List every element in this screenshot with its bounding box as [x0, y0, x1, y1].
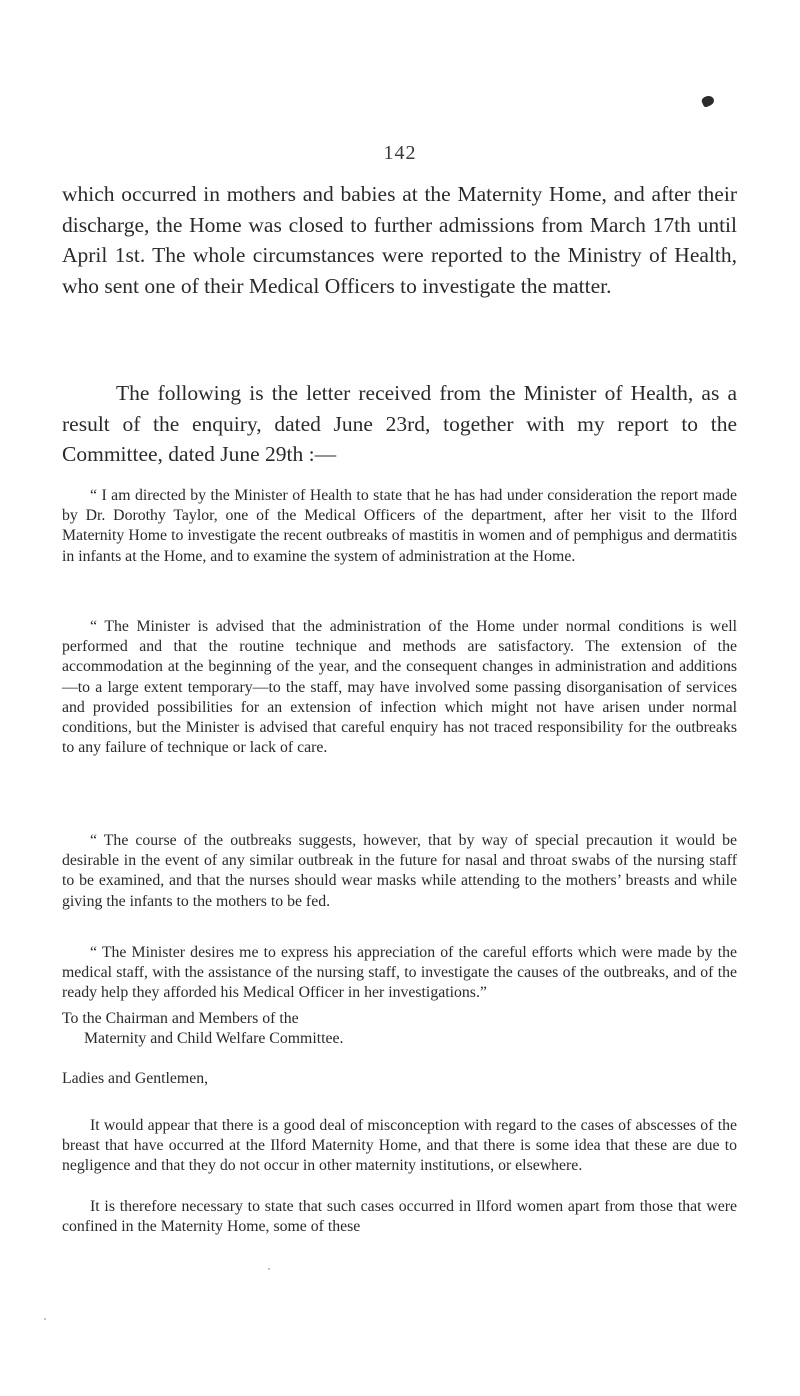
body-paragraph-2: The following is the letter received from the Minister of Health, as a result of the enquiry, dated June 23rd, together with my report to the Committee, dated June 29th :— [62, 381, 737, 467]
letter-paragraph-2: “ The Minister is advised that the administration of the Home under normal conditions is well performed and that the routine technique and methods are satisfactory. The extension of the accommodation at the beginning of the year, and the consequent changes in administration and additions—to a large extent temporary—to the staff, may have involved some passing disorganisation of services and provided possibilities for an extension of infection which might not have arisen under normal conditions, but the Minister is advised that careful enquiry has not traced responsibility for the outbreaks to any failure of technique or lack of care. [62, 618, 737, 757]
address-line-2: Maternity and Child Welfare Committee. [84, 1030, 344, 1047]
report-salutation: Ladies and Gentlemen, [62, 1070, 209, 1087]
paper-speck [268, 1268, 270, 1270]
body-paragraph-1: which occurred in mothers and babies at the Maternity Home, and after their discharge, the Home was closed to further admissions from March 17th until April 1st. The whole circumstances were reported to the Ministry of Health, who sent one of their Medical Officers to investigate the matter. [62, 182, 737, 298]
report-paragraph-2: It is therefore necessary to state that such cases occurred in Ilford women apart from those that were confined in the Maternity Home, some of these [62, 1198, 737, 1236]
letter-paragraph-3: “ The course of the outbreaks suggests, however, that by way of special precaution it would be desirable in the event of any similar outbreak in the future for nasal and throat swabs of the nursing staff to be examined, and that the nurses should wear masks while attending to the mothers’ breasts and while giving the infants to the mothers to be fed. [62, 832, 737, 910]
paper-speck [44, 1318, 46, 1320]
address-line-1: To the Chairman and Members of the [62, 1010, 299, 1027]
letter-paragraph-4: “ The Minister desires me to express his appreciation of the careful efforts which were made by the medical staff, with the assistance of the nursing staff, to investigate the causes of the outbreaks, and of the ready help they afforded his Medical Officer in her investigations.” [62, 944, 737, 1002]
report-address [62, 1009, 737, 1049]
letter-paragraph-1: “ I am directed by the Minister of Health to state that he has had under consideration the report made by Dr. Dorothy Taylor, one of the Medical Officers of the department, after her visit to the Ilford Maternity Home to investigate the recent outbreaks of mastitis in women and of pemphigus and dermatitis in infants at the Home, and to examine the system of administration at the Home. [62, 487, 737, 565]
ink-blot-mark [700, 94, 715, 108]
report-paragraph-1: It would appear that there is a good deal of misconception with regard to the cases of abscesses of the breast that have occurred at the Ilford Maternity Home, and that there is some idea that these are due to negligence and that they do not occur in other maternity institutions, or elsewhere. [62, 1117, 737, 1175]
page-number: 142 [383, 142, 417, 164]
